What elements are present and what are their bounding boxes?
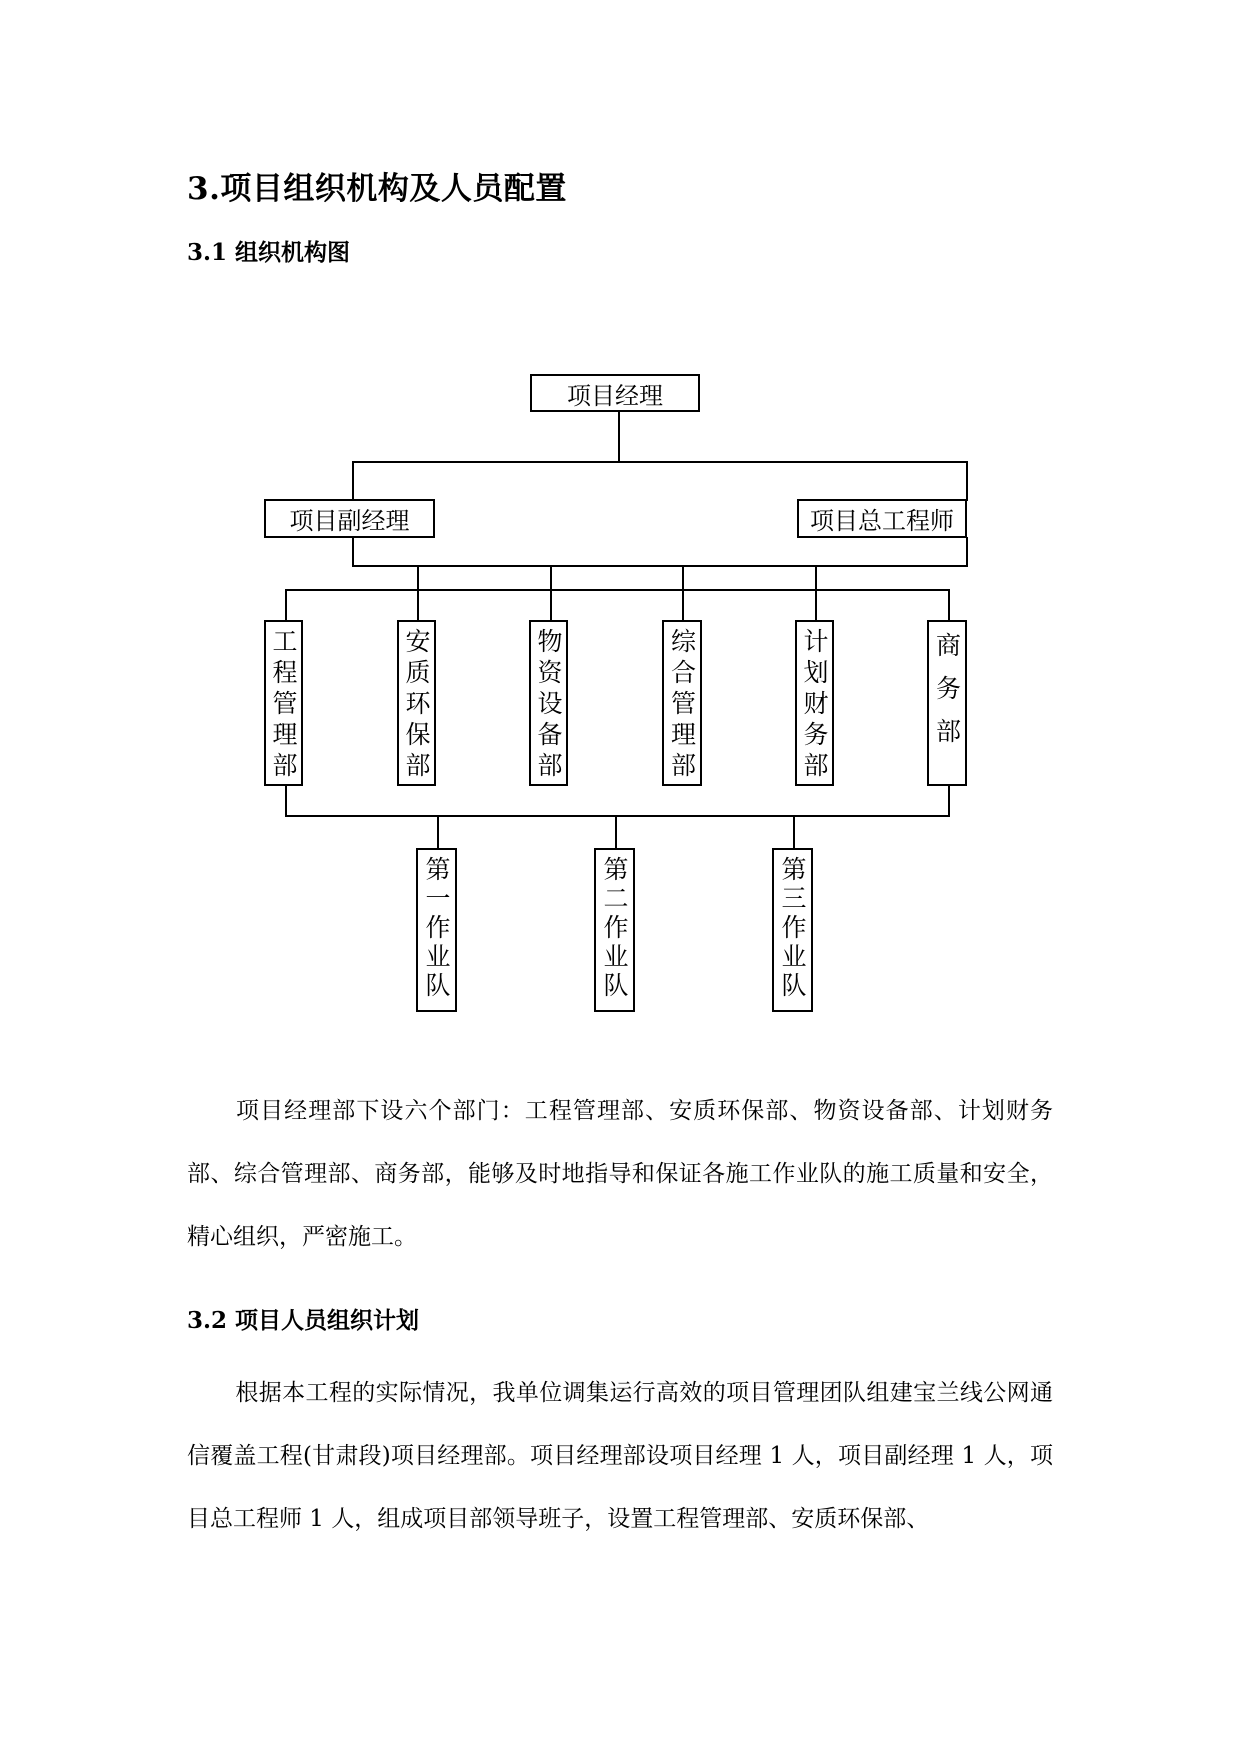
connector-line (285, 589, 287, 621)
org-box-team: 第二作业队 (594, 848, 635, 1012)
org-box-department: 物资设备部 (529, 620, 568, 786)
connector-line (966, 537, 968, 566)
paragraph-text: 根据本工程的实际情况，我单位调集运行高效的项目管理团队组建宝兰线公网通信覆盖工程(甘肃段)项目经理部。项目经理部设项目经理 1 人，项目副经理 1 人，项目总工程师 1 人，组成项目部领导班子，设置工程管理部、安质环保部、 (187, 1380, 1053, 1532)
paragraph-staffing (187, 1362, 1053, 1551)
connector-line (618, 410, 620, 462)
section-title-org-chart: 3.1 组织机构图 (187, 239, 351, 266)
paragraph-departments (187, 1080, 1053, 1269)
connector-line (948, 785, 950, 817)
org-box-team: 第一作业队 (416, 848, 457, 1012)
connector-line (352, 565, 968, 567)
connector-line (793, 815, 795, 849)
connector-line (285, 815, 950, 817)
connector-line (966, 461, 968, 501)
page-heading: 3.项目组织机构及人员配置 (187, 171, 567, 207)
org-box-department: 商务部 (927, 620, 967, 786)
connector-line (437, 815, 439, 849)
connector-line (285, 589, 950, 591)
connector-line (352, 461, 354, 501)
org-box-department: 计划财务部 (795, 620, 834, 786)
org-box-team: 第三作业队 (772, 848, 813, 1012)
connector-line (682, 565, 684, 621)
org-box-deputy-manager: 项目副经理 (264, 499, 435, 538)
connector-line (550, 565, 552, 621)
org-box-department: 工程管理部 (264, 620, 303, 786)
section-title-staffing-plan: 3.2 项目人员组织计划 (187, 1307, 420, 1334)
org-box-department: 安质环保部 (397, 620, 436, 786)
connector-line (417, 565, 419, 621)
connector-line (948, 589, 950, 621)
org-box-project-manager: 项目经理 (530, 374, 700, 412)
org-box-chief-engineer: 项目总工程师 (797, 499, 967, 538)
connector-line (285, 785, 287, 817)
paragraph-text: 项目经理部下设六个部门：工程管理部、安质环保部、物资设备部、计划财务部、综合管理部、商务部，能够及时地指导和保证各施工作业队的施工质量和安全，精心组织，严密施工。 (187, 1098, 1053, 1250)
connector-line (352, 461, 968, 463)
org-box-department: 综合管理部 (662, 620, 702, 786)
connector-line (352, 537, 354, 566)
connector-line (615, 815, 617, 849)
connector-line (815, 565, 817, 621)
